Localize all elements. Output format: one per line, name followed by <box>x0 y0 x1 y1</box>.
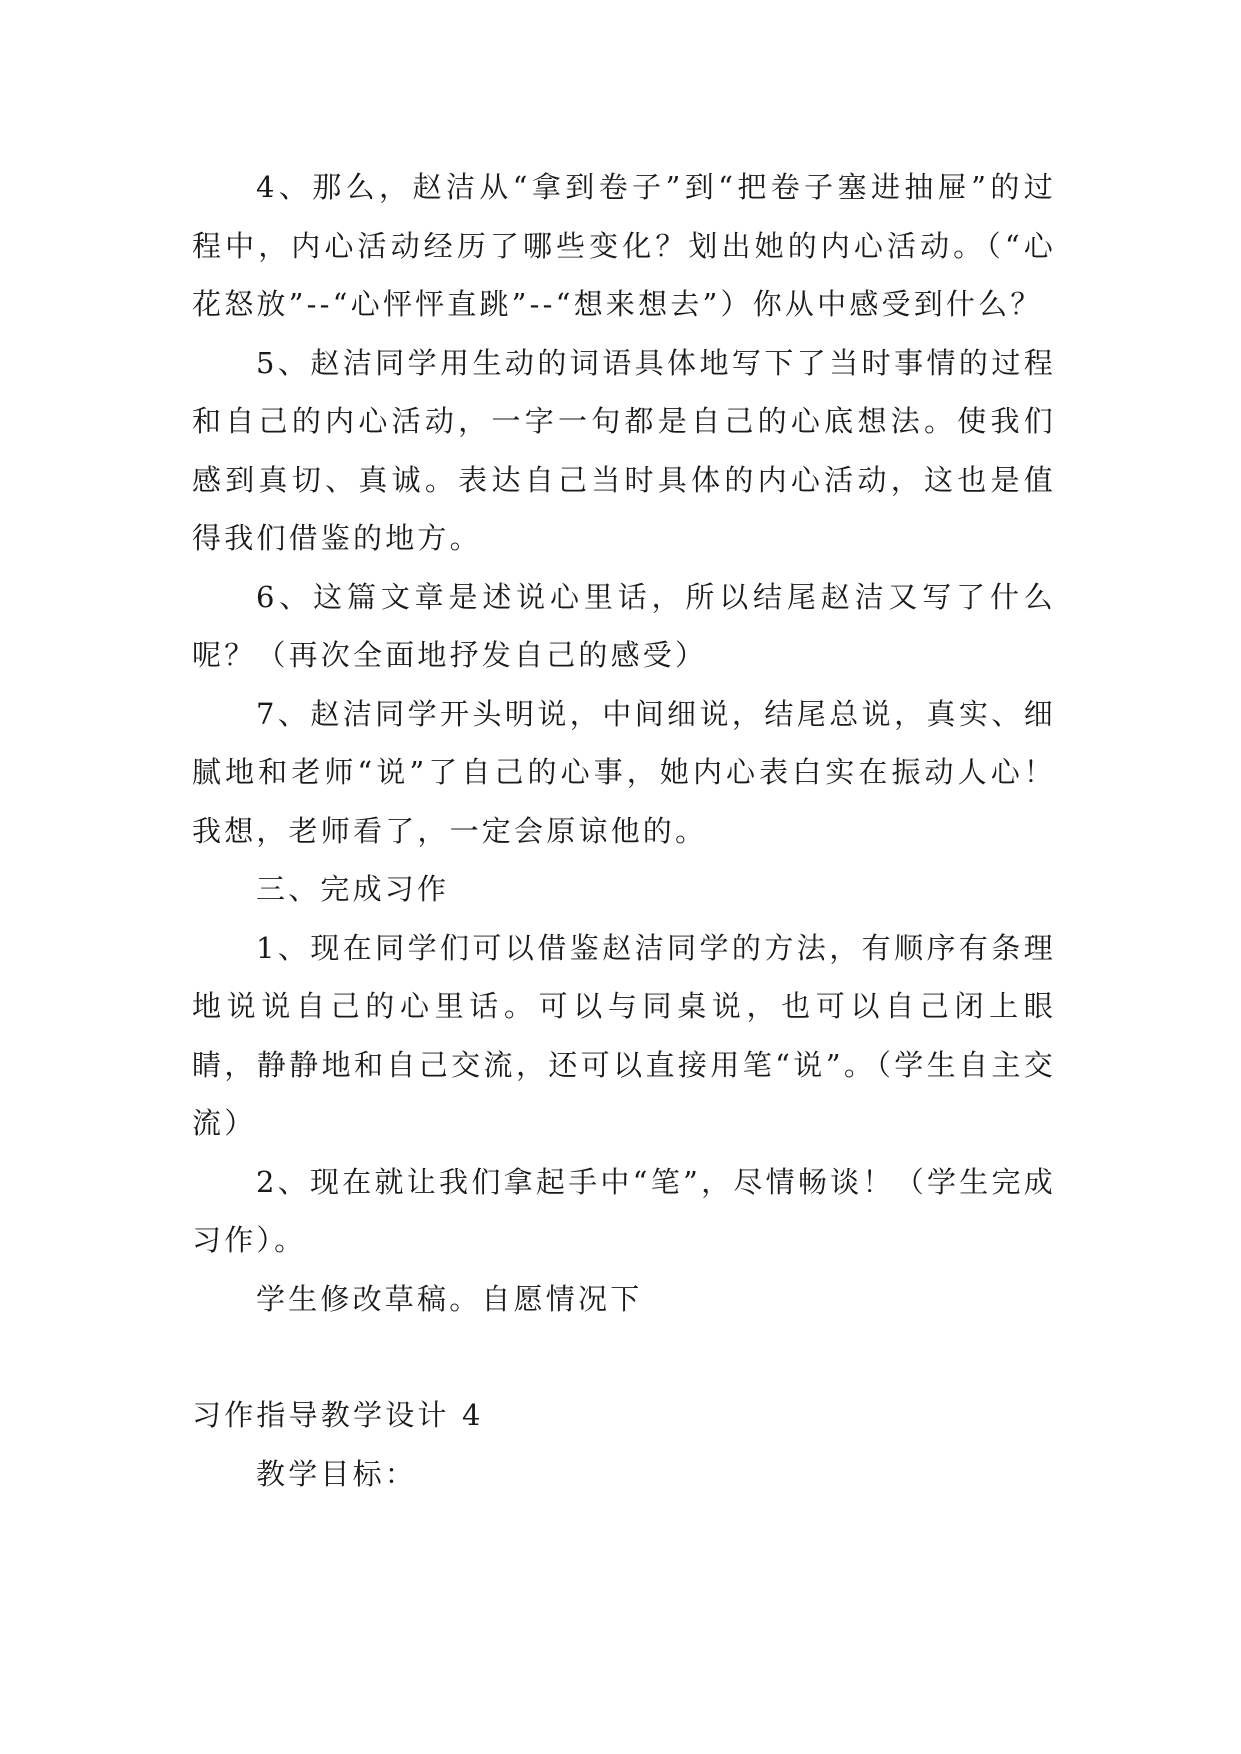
paragraph-question-7: 7、赵洁同学开头明说，中间细说，结尾总说，真实、细腻地和老师“说”了自己的心事，她内心表白实在振动人心！我想，老师看了，一定会原谅他的。 <box>192 696 1056 848</box>
section-heading-complete-writing: 三、完成习作 <box>256 872 450 906</box>
paragraph-question-6: 6、这篇文章是述说心里话，所以结尾赵洁又写了什么呢？（再次全面地抒发自己的感受） <box>192 579 1056 672</box>
paragraph-teaching-goals: 教学目标： <box>256 1456 418 1491</box>
paragraph-step-1: 1、现在同学们可以借鉴赵洁同学的方法，有顺序有条理地说说自己的心里话。可以与同桌说，也可以自己闭上眼睛，静静地和自己交流，还可以直接用笔“说”。（学生自主交流） <box>192 930 1056 1140</box>
document-body <box>192 158 1056 1503</box>
paragraph-step-2: 2、现在就让我们拿起手中“笔”，尽情畅谈！（学生完成习作）。 <box>192 1164 1056 1257</box>
paragraph-question-5: 5、赵洁同学用生动的词语具体地写下了当时事情的过程和自己的内心活动，一字一句都是自己的心底想法。使我们感到真切、真诚。表达自己当时具体的内心活动，这也是值得我们借鉴的地方。 <box>192 345 1056 555</box>
paragraph-revise-draft: 学生修改草稿。自愿情况下 <box>256 1281 643 1316</box>
paragraph-question-4: 4、那么，赵洁从“拿到卷子”到“把卷子塞进抽屉”的过程中，内心活动经历了哪些变化？划出她的内心活动。（“心花怒放”--“心怦怦直跳”--“想来想去”）你从中感受到什么？ <box>192 170 1056 321</box>
section-title: 习作指导教学设计 4 <box>192 1398 484 1432</box>
blank-line <box>192 1328 1056 1386</box>
